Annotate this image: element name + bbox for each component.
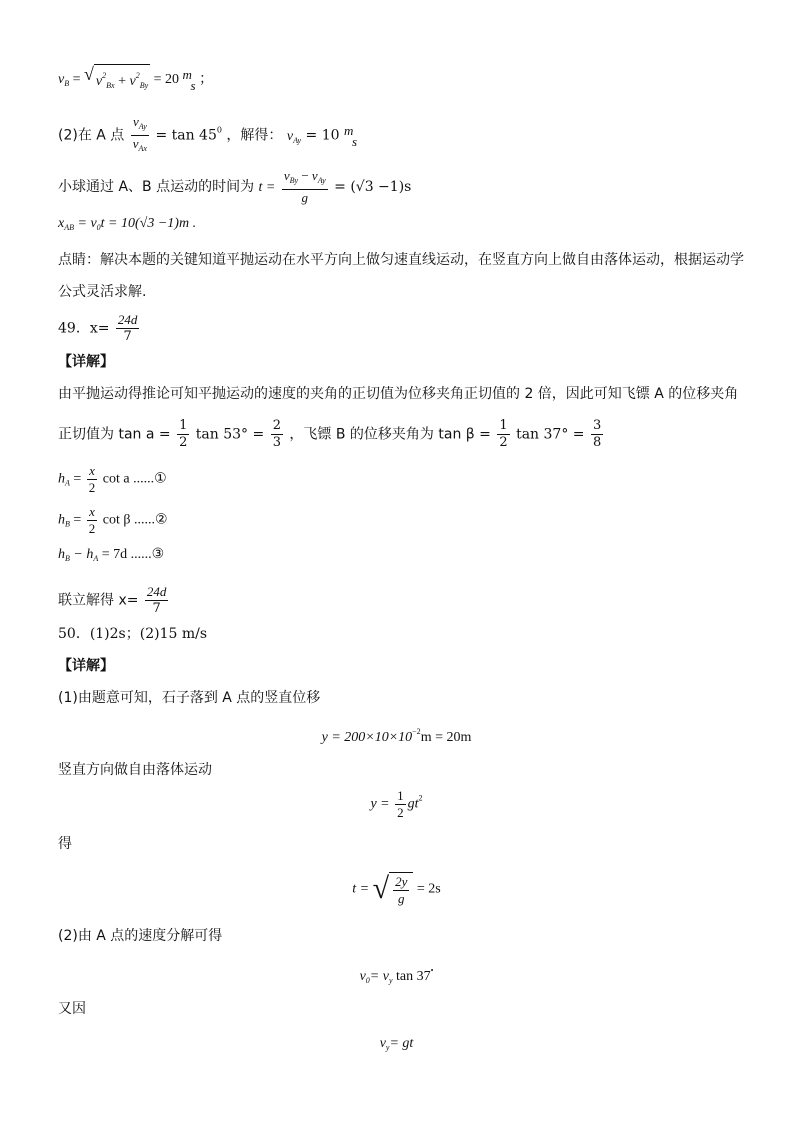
q49-equation-2: $h_B$ = $\frac{x}{2}$ cot β ......② — [58, 504, 168, 536]
xab-line: $x_{AB} = v_0t = 10(√3 -1)m$ . — [58, 216, 197, 232]
q50-equation-t: t = √ $\frac{2y}{g}$ = 2s — [352, 872, 441, 906]
q50-equation-fall: y = $\frac{1}{2}$ $gt^2$ — [370, 788, 423, 820]
q49-equation-3: $h_B - h_A = 7d$ ......③ — [58, 547, 165, 563]
q50-equation-y: $y = 200\times 10\times 10^{-2}m = 20m$ — [321, 727, 472, 745]
q49-equation-1: $h_A$ = $\frac{x}{2}$ cot a ......① — [58, 463, 167, 495]
q50-paragraph-1: (1)由题意可知，石子落到 A 点的竖直位移 — [58, 690, 321, 706]
q49-solve: 联立解得 x= $\frac{24d}{7}$ — [58, 584, 167, 616]
comment-line-1: 点睛：解决本题的关键知道平抛运动在水平方向上做匀速直线运动，在竖直方向上做自由落体运动，根据运动学 — [58, 252, 744, 268]
vb-equation: $v_B$ = √ $v^2_{Bx} + v^2_{By}$ = 20 m s ； — [58, 64, 213, 96]
q49-answer: 49．x= $\frac{24d}{7}$ — [58, 312, 138, 344]
q49-detail-heading: 【详解】 — [58, 354, 114, 370]
part2-line: (2)在 A 点 $\frac{v_{Ay}}{v_{Ax}}$ = $\tan 45^0$ ，解得： $v_{Ay} = 10$ m s — [58, 114, 358, 153]
q50-answer: 50．(1)2s；(2)15 m/s — [58, 626, 208, 642]
q50-paragraph-2: 竖直方向做自由落体运动 — [58, 762, 212, 778]
q49-paragraph-2: 正切值为 tan a = $\frac{1}{2}$ tan 53° = $\frac{2}{3}$ ，飞镖 B 的位移夹角为 tan β = $\frac{1}{2}$ tan 37° = $\frac{3}{8}$ — [58, 418, 602, 450]
unit-m-per-s: m s — [344, 122, 358, 149]
q50-equation-v0: $v_0= v_y$ tan 37• — [359, 966, 434, 985]
time-line: 小球通过 A、B 点运动的时间为 t = $\frac{v_{By} - v_{Ay}}{g}$ = (√3 −1)s — [58, 168, 412, 205]
q50-paragraph-4: (2)由 A 点的速度分解可得 — [58, 928, 223, 944]
q50-detail-heading: 【详解】 — [58, 658, 114, 674]
q50-paragraph-5: 又因 — [58, 1001, 86, 1017]
unit-m-per-s: m s — [182, 67, 196, 93]
comment-line-2: 公式灵活求解. — [58, 284, 147, 300]
sqrt-expression: √ $v^2_{Bx} + v^2_{By}$ — [84, 64, 150, 96]
q49-paragraph-1: 由平抛运动得推论可知平抛运动的速度的夹角的正切值为位移夹角正切值的 2 倍，因此可知飞镖 A 的位移夹角 — [58, 386, 739, 402]
q50-equation-vy: $v_y=$ gt — [379, 1036, 414, 1052]
q50-paragraph-3: 得 — [58, 836, 72, 852]
